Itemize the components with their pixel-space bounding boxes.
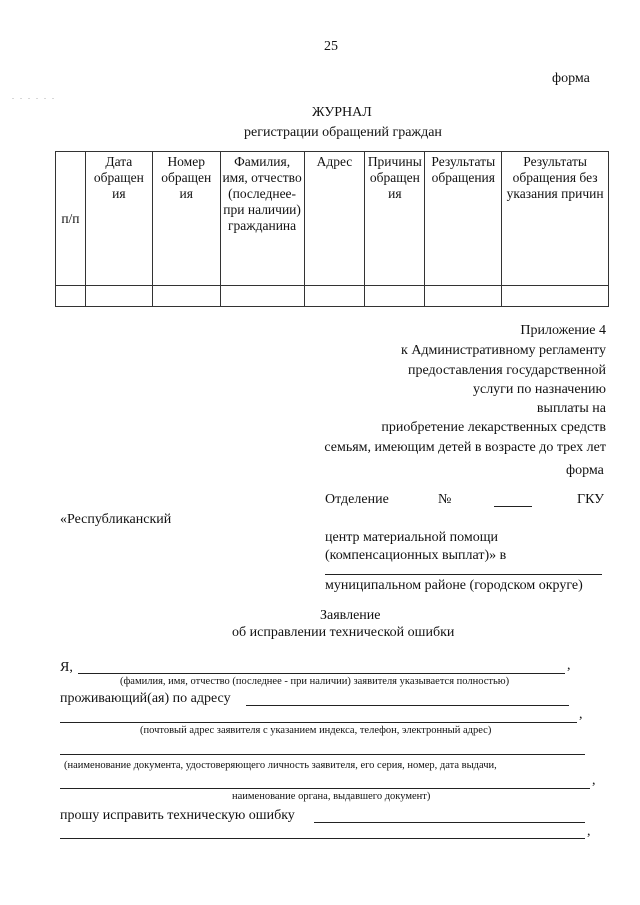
- appendix-line-3: предоставления государственной: [407, 363, 606, 378]
- number-sign: №: [438, 492, 452, 507]
- col-request-number: Номер обращен ия: [152, 152, 220, 286]
- journal-subtitle: регистрации обращений граждан: [244, 125, 442, 140]
- address-comma: ,: [579, 707, 583, 722]
- address-field-2[interactable]: [60, 722, 577, 723]
- appendix-line-1: Приложение 4: [520, 323, 606, 338]
- col-reasons: Причины обращен ия: [365, 152, 425, 286]
- error-comma: ,: [587, 824, 591, 839]
- appendix-line-5: выплаты на: [536, 401, 606, 416]
- organ-comma: ,: [592, 773, 596, 788]
- col-address: Адрес: [304, 152, 365, 286]
- statement-title: Заявление: [320, 608, 381, 623]
- residing-label: проживающий(ая) по адресу: [60, 691, 231, 706]
- col-date: Дата обращен ия: [85, 152, 152, 286]
- appendix-line-7: семьям, имеющим детей в возрасте до трех лет: [324, 440, 606, 455]
- department-number-field[interactable]: [494, 506, 532, 507]
- ya-label: Я,: [60, 660, 73, 675]
- col-results-no-reasons: Результаты обращения без указания причин: [502, 152, 609, 286]
- hint-organ: наименование органа, выдавшего документ): [232, 791, 431, 802]
- table-row: [56, 286, 609, 307]
- document-field[interactable]: [60, 754, 585, 755]
- center-line-2: (компенсационных выплат)» в: [325, 548, 507, 563]
- otdelenie-label: Отделение: [325, 492, 389, 507]
- error-field-1[interactable]: [314, 822, 585, 823]
- appendix-line-2: к Административному регламенту: [401, 343, 606, 358]
- appendix-line-6: приобретение лекарственных средств: [381, 420, 606, 435]
- hint-fio: (фамилия, имя, отчество (последнее - при наличии) заявителя указывается полностью): [120, 676, 510, 687]
- error-field-2[interactable]: [60, 838, 585, 839]
- page-number: 25: [324, 39, 338, 54]
- organ-field[interactable]: [60, 788, 590, 789]
- gku-label: ГКУ: [577, 492, 605, 507]
- address-field-1[interactable]: [246, 705, 569, 706]
- col-full-name: Фамилия, имя, отчество (последнее- при наличии) гражданина: [220, 152, 304, 286]
- hint-address: (почтовый адрес заявителя с указанием индекса, телефон, электронный адрес): [140, 725, 492, 736]
- journal-table: [55, 151, 609, 307]
- appendix-line-4: услуги по назначению: [472, 382, 606, 397]
- fio-field[interactable]: [78, 673, 565, 674]
- forma-label-mid: форма: [566, 463, 604, 478]
- col-number: п/п: [56, 152, 86, 286]
- center-line-1: центр материальной помощи: [325, 530, 498, 545]
- municipality-field[interactable]: [325, 574, 602, 575]
- scan-artifact-dots: . . . . . .: [12, 92, 56, 101]
- col-results: Результаты обращения: [425, 152, 502, 286]
- forma-label-top: форма: [552, 71, 590, 86]
- municipal-label: муниципальном районе (городском округе): [325, 578, 583, 593]
- journal-title: ЖУРНАЛ: [312, 105, 372, 120]
- fio-comma: ,: [567, 658, 571, 673]
- respublikanskiy-label: «Республиканский: [60, 512, 172, 527]
- hint-document: (наименование документа, удостоверяющего личность заявителя, его серия, номер, дата выдачи,: [64, 760, 497, 771]
- request-label: прошу исправить техническую ошибку: [60, 808, 295, 823]
- statement-subtitle: об исправлении технической ошибки: [232, 625, 455, 640]
